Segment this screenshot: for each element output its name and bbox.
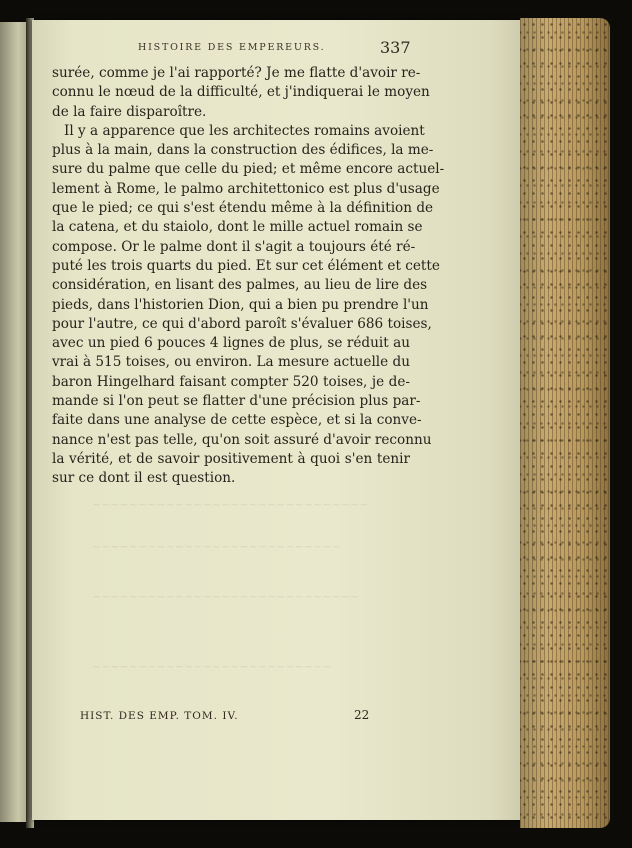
text-line: avec un pied 6 pouces 4 lignes de plus, se réduit au xyxy=(52,335,410,352)
text-line: vrai à 515 toises, ou environ. La mesure actuelle du xyxy=(52,354,410,371)
body-text xyxy=(52,64,445,489)
text-line: baron Hingelhard faisant compter 520 toises, je de- xyxy=(52,373,410,390)
bleed-through-text: ~~~~~~~~~~~~~~~~~~~~~~~~~~~ xyxy=(92,540,341,553)
gathering-number: 22 xyxy=(354,708,370,722)
text-line: pour l'autre, ce qui d'abord paroît s'évaluer 686 toises, xyxy=(52,315,432,332)
text-line: sur ce dont il est question. xyxy=(52,470,236,487)
bleed-through-text: ~~~~~~~~~~~~~~~~~~~~~~~~~~~~~ xyxy=(92,590,360,603)
text-line: la vérité, et de savoir positivement à quoi s'en tenir xyxy=(52,450,410,467)
text-line: Il y a apparence que les architectes romains avoient xyxy=(64,122,425,139)
text-line: nance n'est pas telle, qu'on soit assuré d'avoir reconnu xyxy=(52,431,432,448)
bleed-through-text: ~~~~~~~~~~~~~~~~~~~~~~~~~~ xyxy=(92,660,332,673)
text-line: pieds, dans l'historien Dion, qui a bien pu prendre l'un xyxy=(52,296,429,313)
speckled-edge-texture xyxy=(520,18,610,828)
text-line: connu le nœud de la difficulté, et j'indiquerai le moyen xyxy=(52,84,430,101)
page-number: 337 xyxy=(380,38,411,57)
text-line: la catena, et du staiolo, dont le mille actuel romain se xyxy=(52,219,423,236)
text-line: plus à la main, dans la construction des édifices, la me- xyxy=(52,142,434,159)
text-line: compose. Or le palme dont il s'agit a toujours été ré- xyxy=(52,238,416,255)
signature-mark: HIST. DES EMP. TOM. IV. xyxy=(80,710,239,722)
text-line: surée, comme je l'ai rapporté? Je me flatte d'avoir re- xyxy=(52,65,421,81)
text-line: puté les trois quarts du pied. Et sur cet élément et cette xyxy=(52,257,440,274)
text-line: de la faire disparoître. xyxy=(52,103,207,120)
text-line: mande si l'on peut se flatter d'une précision plus par- xyxy=(52,393,421,410)
text-line: lement à Rome, le palmo architettonico est plus d'usage xyxy=(52,180,440,197)
running-title: HISTOIRE DES EMPEREURS. xyxy=(138,42,326,53)
text-line: considération, en lisant des palmes, au lieu de lire des xyxy=(52,277,428,294)
bleed-through-text: ~~~~~~~~~~~~~~~~~~~~~~~~~~~~~~ xyxy=(92,498,369,511)
fore-edge xyxy=(520,18,610,828)
text-line: sure du palme que celle du pied; et même encore actuel- xyxy=(52,161,445,178)
text-line: faite dans une analyse de cette espèce, et si la conve- xyxy=(52,412,422,429)
text-line: que le pied; ce qui s'est étendu même à la définition de xyxy=(52,200,434,217)
